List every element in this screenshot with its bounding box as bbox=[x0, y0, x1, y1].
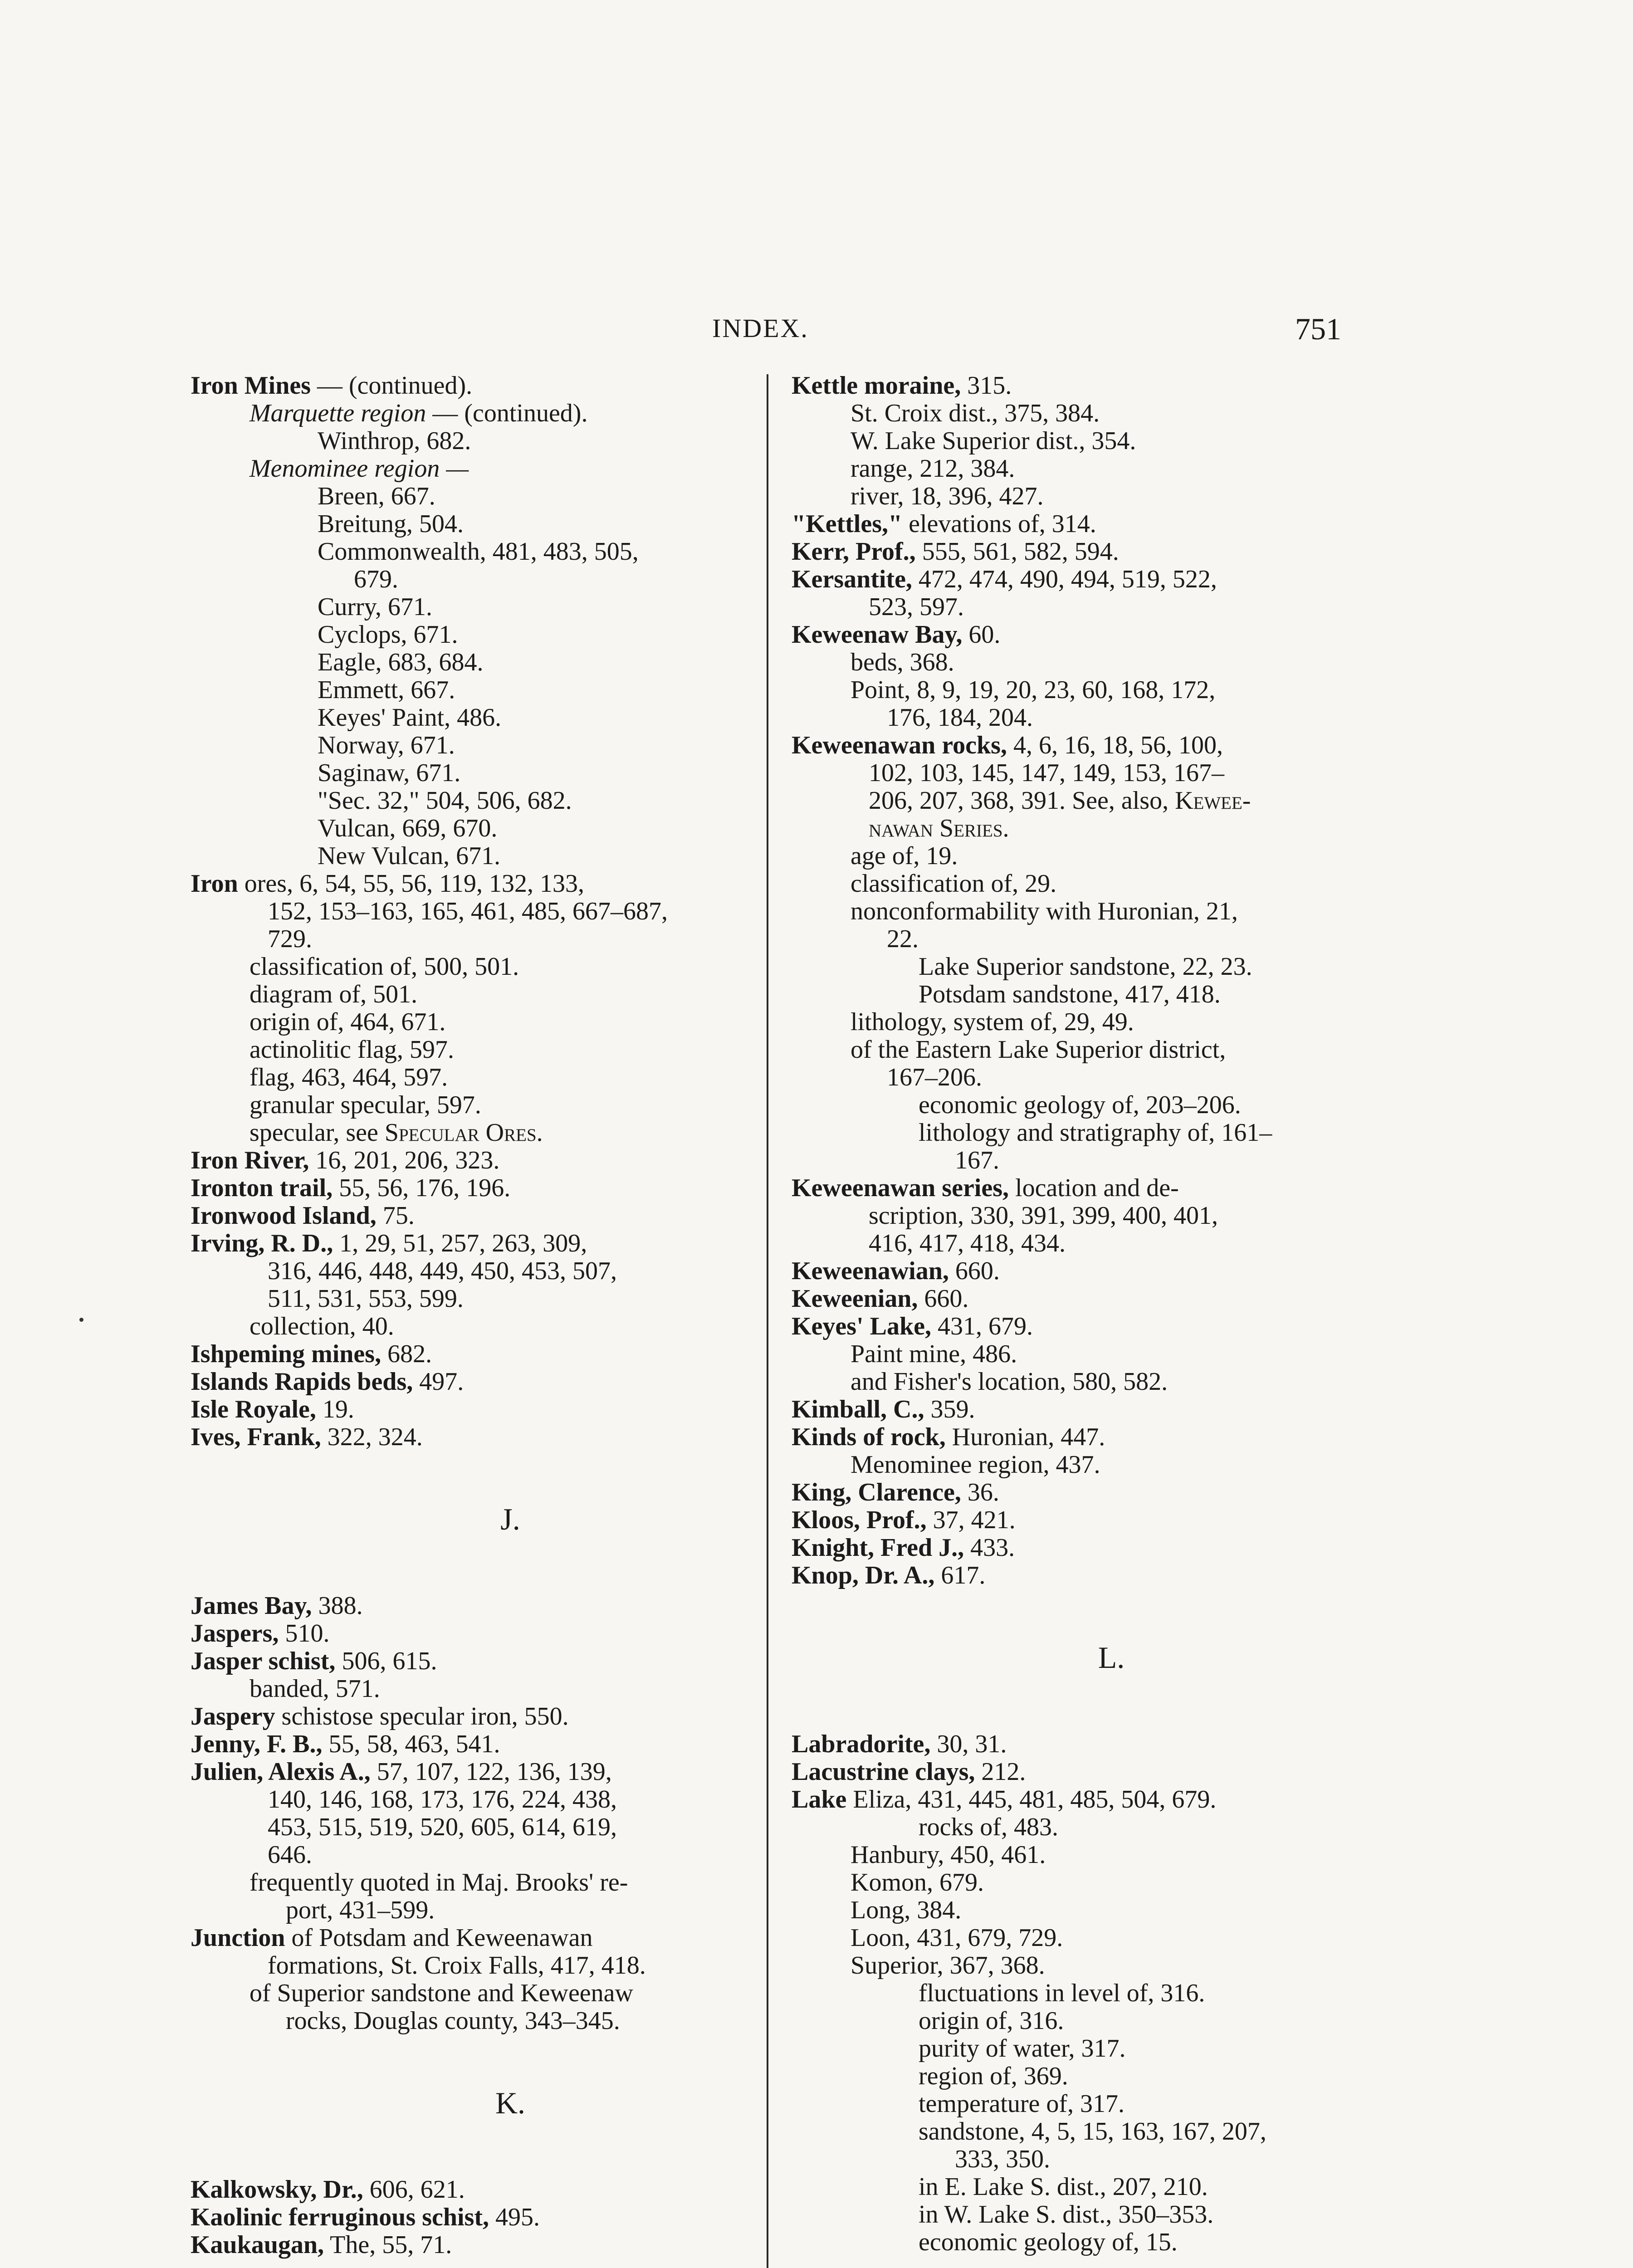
entry-text: 472, 474, 490, 494, 519, 522, bbox=[912, 565, 1217, 593]
entry-heading: Ironton trail, bbox=[191, 1174, 333, 1202]
entry-heading: Julien, Alexis A., bbox=[191, 1758, 371, 1786]
index-entry bbox=[792, 538, 1359, 566]
entry-text: Vulcan, 669, 670. bbox=[318, 814, 498, 842]
index-entry bbox=[851, 1008, 1359, 1036]
section-letter: J. bbox=[500, 1502, 520, 1536]
index-entry bbox=[191, 1396, 758, 1423]
index-entry bbox=[318, 732, 758, 759]
index-entry bbox=[268, 1786, 758, 1813]
entry-text: 30, 31. bbox=[930, 1730, 1007, 1758]
cross-reference: Kewee- bbox=[1175, 787, 1251, 815]
entry-heading: Junction bbox=[191, 1924, 285, 1952]
index-entry bbox=[318, 842, 758, 870]
entry-heading: Iron River, bbox=[191, 1146, 309, 1174]
entry-heading: Labradorite, bbox=[792, 1730, 931, 1758]
entry-text: 660. bbox=[918, 1285, 969, 1313]
index-entry bbox=[851, 483, 1359, 510]
entry-text: 433. bbox=[964, 1534, 1015, 1562]
entry-text: 60. bbox=[962, 621, 1001, 649]
index-entry bbox=[249, 1064, 758, 1091]
index-entry bbox=[318, 621, 758, 649]
index-entry bbox=[851, 427, 1359, 455]
index-entry bbox=[851, 676, 1359, 704]
index-entry bbox=[268, 1813, 758, 1841]
entry-text: Long, 384. bbox=[851, 1896, 962, 1924]
entry-text: beds, 368. bbox=[851, 648, 954, 676]
index-entry bbox=[268, 898, 758, 925]
entry-text: 102, 103, 145, 147, 149, 153, 167– bbox=[869, 759, 1224, 787]
entry-text: 315. bbox=[961, 371, 1012, 400]
entry-text: 495. bbox=[489, 2203, 540, 2231]
entry-text: Breen, 667. bbox=[318, 482, 435, 510]
entry-text: 682. bbox=[381, 1340, 432, 1368]
index-entry bbox=[191, 1423, 758, 1451]
entry-text: actinolitic flag, 597. bbox=[249, 1036, 454, 1064]
entry-heading: Lacustrine clays, bbox=[792, 1758, 975, 1786]
index-entry bbox=[249, 1119, 758, 1147]
index-entry bbox=[318, 538, 758, 566]
index-entry bbox=[851, 1897, 1359, 1924]
entry-text: rocks, Douglas county, 343–345. bbox=[286, 2007, 620, 2035]
entry-text: 140, 146, 168, 173, 176, 224, 438, bbox=[268, 1785, 617, 1813]
index-entry bbox=[869, 1230, 1359, 1257]
entry-text: Huronian, 447. bbox=[945, 1423, 1105, 1451]
entry-text: economic geology of, 15. bbox=[919, 2228, 1178, 2256]
index-entry bbox=[792, 1423, 1359, 1451]
entry-heading: Kalkowsky, Dr., bbox=[191, 2175, 363, 2204]
index-entry bbox=[919, 1980, 1359, 2007]
entry-text: of Superior sandstone and Keweenaw bbox=[249, 1979, 633, 2007]
entry-heading: Iron bbox=[191, 870, 238, 898]
entry-text: 167–206. bbox=[887, 1063, 982, 1091]
index-entry bbox=[318, 483, 758, 510]
entry-text: 55, 56, 176, 196. bbox=[332, 1174, 511, 1202]
index-entry bbox=[191, 1592, 758, 1620]
entry-text: 511, 531, 553, 599. bbox=[268, 1285, 464, 1313]
index-entry bbox=[851, 1368, 1359, 1396]
entry-text: 729. bbox=[268, 925, 312, 953]
index-entry bbox=[851, 1451, 1359, 1479]
entry-heading: Kaolinic ferruginous schist, bbox=[191, 2203, 489, 2231]
entry-text: New Vulcan, 671. bbox=[318, 842, 501, 870]
index-entry bbox=[191, 1174, 758, 1202]
entry-heading: Kinds of rock, bbox=[792, 1423, 946, 1451]
entry-text: 660. bbox=[949, 1257, 1000, 1285]
entry-text: Cyclops, 671. bbox=[318, 621, 458, 649]
index-entry bbox=[869, 593, 1359, 621]
entry-text: location and de- bbox=[1009, 1174, 1179, 1202]
entry-text: Superior, 367, 368. bbox=[851, 1951, 1045, 1980]
entry-text: Keyes' Paint, 486. bbox=[318, 704, 502, 732]
entry-heading: Iron Mines bbox=[191, 371, 311, 400]
entry-text: region of, 369. bbox=[919, 2062, 1068, 2090]
index-entry bbox=[869, 1202, 1359, 1230]
entry-text: lithology and stratigraphy of, 161– bbox=[919, 1119, 1272, 1147]
entry-text: Lake Superior sandstone, 22, 23. bbox=[919, 953, 1252, 981]
index-entry bbox=[268, 1952, 758, 1980]
index-entry bbox=[249, 1036, 758, 1064]
index-entry bbox=[249, 1675, 758, 1703]
entry-heading: Jenny, F. B., bbox=[191, 1730, 323, 1758]
entry-text: "Sec. 32," 504, 506, 682. bbox=[318, 787, 572, 815]
entry-text: 36. bbox=[961, 1478, 999, 1506]
index-entry bbox=[191, 1620, 758, 1647]
entry-text: in W. Lake S. dist., 350–353. bbox=[919, 2200, 1214, 2229]
entry-text: 506, 615. bbox=[335, 1647, 437, 1675]
index-entry bbox=[792, 1257, 1359, 1285]
entry-text: 16, 201, 206, 323. bbox=[309, 1146, 500, 1174]
entry-heading: Ironwood Island, bbox=[191, 1202, 376, 1230]
index-entry bbox=[869, 759, 1359, 787]
entry-text: rocks of, 483. bbox=[919, 1813, 1058, 1841]
index-entry bbox=[191, 1147, 758, 1174]
entry-text: fluctuations in level of, 316. bbox=[919, 1979, 1205, 2007]
cross-reference: nawan Series bbox=[869, 814, 1003, 842]
index-column-left bbox=[191, 372, 758, 2259]
index-entry bbox=[249, 1008, 758, 1036]
entry-text: Potsdam sandstone, 417, 418. bbox=[919, 980, 1221, 1008]
index-entry bbox=[792, 566, 1359, 593]
entry-heading: Jasper schist, bbox=[191, 1647, 336, 1675]
entry-text: Eagle, 683, 684. bbox=[318, 648, 484, 676]
entry-text: 453, 515, 519, 520, 605, 614, 619, bbox=[268, 1813, 617, 1841]
entry-heading: Kloos, Prof., bbox=[792, 1506, 927, 1534]
entry-text: 679. bbox=[354, 565, 398, 593]
entry-heading: King, Clarence, bbox=[792, 1478, 961, 1506]
index-entry bbox=[318, 427, 758, 455]
index-entry bbox=[919, 2007, 1359, 2035]
index-entry bbox=[249, 1980, 758, 2007]
index-entry bbox=[191, 2204, 758, 2231]
entry-text: elevations of, 314. bbox=[902, 510, 1096, 538]
entry-text: classification of, 500, 501. bbox=[249, 953, 519, 981]
index-entry bbox=[318, 676, 758, 704]
entry-text: Menominee region, 437. bbox=[851, 1451, 1100, 1479]
margin-speck bbox=[79, 1318, 83, 1322]
entry-text: 333, 350. bbox=[955, 2145, 1050, 2173]
index-entry bbox=[191, 1230, 758, 1257]
index-entry bbox=[851, 1869, 1359, 1897]
entry-text: 152, 153–163, 165, 461, 485, 667–687, bbox=[268, 897, 668, 925]
index-entry bbox=[869, 815, 1359, 842]
index-entry bbox=[191, 1703, 758, 1730]
index-entry bbox=[919, 981, 1359, 1008]
index-entry bbox=[249, 953, 758, 981]
index-entry bbox=[851, 1841, 1359, 1869]
index-entry bbox=[191, 1730, 758, 1758]
index-entry bbox=[792, 510, 1359, 538]
index-entry bbox=[792, 1786, 1359, 1813]
entry-heading: Keweenawian, bbox=[792, 1257, 949, 1285]
index-entry bbox=[249, 400, 758, 427]
index-entry bbox=[792, 1758, 1359, 1786]
index-entry bbox=[268, 925, 758, 953]
index-entry bbox=[792, 1174, 1359, 1202]
index-entry bbox=[887, 704, 1359, 732]
index-entry bbox=[851, 649, 1359, 676]
index-entry bbox=[792, 1479, 1359, 1506]
entry-text: banded, 571. bbox=[249, 1675, 380, 1703]
index-entry bbox=[851, 400, 1359, 427]
column-divider bbox=[767, 374, 768, 2268]
index-entry bbox=[792, 1562, 1359, 1589]
entry-text: scription, 330, 391, 399, 400, 401, bbox=[869, 1202, 1218, 1230]
index-entry bbox=[354, 566, 758, 593]
entry-text: . bbox=[536, 1119, 543, 1147]
index-entry bbox=[286, 1897, 758, 1924]
index-entry bbox=[919, 2201, 1359, 2229]
entry-heading: Kettle moraine, bbox=[792, 371, 961, 400]
index-entry bbox=[318, 593, 758, 621]
entry-text: 523, 597. bbox=[869, 593, 964, 621]
index-entry bbox=[249, 981, 758, 1008]
entry-text: W. Lake Superior dist., 354. bbox=[851, 427, 1136, 455]
entry-text: 55, 58, 463, 541. bbox=[322, 1730, 500, 1758]
entry-heading: Kerr, Prof., bbox=[792, 538, 916, 566]
index-entry bbox=[869, 787, 1359, 815]
entry-text: diagram of, 501. bbox=[249, 980, 418, 1008]
entry-text: 606, 621. bbox=[363, 2175, 465, 2204]
index-entry bbox=[318, 704, 758, 732]
index-entry bbox=[955, 2146, 1359, 2173]
entry-text: Curry, 671. bbox=[318, 593, 433, 621]
index-entry bbox=[191, 1647, 758, 1675]
entry-text: 497. bbox=[413, 1368, 464, 1396]
index-entry bbox=[792, 1396, 1359, 1423]
entry-heading: Lake bbox=[792, 1785, 847, 1813]
entry-text: river, 18, 396, 427. bbox=[851, 482, 1044, 510]
entry-heading: Keweenaw Bay, bbox=[792, 621, 963, 649]
entry-text: 646. bbox=[268, 1841, 312, 1869]
entry-text: — (continued). bbox=[426, 399, 588, 427]
entry-text: 431, 679. bbox=[931, 1312, 1033, 1340]
entry-text: Saginaw, 671. bbox=[318, 759, 461, 787]
index-entry bbox=[191, 870, 758, 898]
entry-heading: Keweenawan series, bbox=[792, 1174, 1009, 1202]
entry-text: in E. Lake S. dist., 207, 210. bbox=[919, 2173, 1208, 2201]
entry-text: flag, 463, 464, 597. bbox=[249, 1063, 448, 1091]
entry-text: Commonwealth, 481, 483, 505, bbox=[318, 538, 639, 566]
entry-text: frequently quoted in Maj. Brooks' re- bbox=[249, 1868, 628, 1897]
entry-heading: Knop, Dr. A., bbox=[792, 1561, 935, 1589]
index-entry bbox=[792, 1313, 1359, 1340]
entry-text: Emmett, 667. bbox=[318, 676, 455, 704]
entry-text: 1, 29, 51, 257, 263, 309, bbox=[333, 1229, 587, 1257]
entry-text: 359. bbox=[924, 1395, 975, 1423]
entry-text: 22. bbox=[887, 925, 919, 953]
entry-text: ores, 6, 54, 55, 56, 119, 132, 133, bbox=[238, 870, 584, 898]
section-letter: L. bbox=[1098, 1640, 1125, 1675]
entry-text: 19. bbox=[316, 1395, 354, 1423]
index-entry bbox=[851, 1036, 1359, 1064]
entry-text: purity of water, 317. bbox=[919, 2034, 1126, 2063]
index-entry bbox=[191, 1924, 758, 1952]
index-entry bbox=[851, 1924, 1359, 1952]
index-entry bbox=[191, 1340, 758, 1368]
index-entry bbox=[851, 898, 1359, 925]
entry-heading: Knight, Fred J., bbox=[792, 1534, 964, 1562]
index-entry bbox=[792, 1534, 1359, 1562]
index-entry bbox=[919, 2090, 1359, 2118]
entry-text: 167. bbox=[955, 1146, 999, 1174]
index-entry bbox=[318, 510, 758, 538]
entry-text: 322, 324. bbox=[321, 1423, 423, 1451]
entry-text: and Fisher's location, 580, 582. bbox=[851, 1368, 1168, 1396]
index-entry bbox=[955, 1147, 1359, 1174]
index-entry bbox=[318, 649, 758, 676]
entry-text: 510. bbox=[279, 1619, 330, 1647]
entry-heading: Kersantite, bbox=[792, 565, 912, 593]
index-entry bbox=[919, 2229, 1359, 2256]
index-entry bbox=[318, 815, 758, 842]
index-entry bbox=[792, 621, 1359, 649]
index-entry bbox=[792, 1285, 1359, 1313]
entry-heading: Kimball, C., bbox=[792, 1395, 924, 1423]
entry-heading: Jaspery bbox=[191, 1702, 275, 1730]
entry-text: origin of, 316. bbox=[919, 2007, 1064, 2035]
index-entry bbox=[851, 1952, 1359, 1980]
index-entry bbox=[191, 2231, 758, 2259]
entry-text: 416, 417, 418, 434. bbox=[869, 1229, 1066, 1257]
running-title: INDEX. bbox=[712, 313, 809, 343]
index-entry bbox=[249, 1869, 758, 1897]
index-entry bbox=[268, 1285, 758, 1313]
index-entry bbox=[792, 1730, 1359, 1758]
cross-reference: Specular Ores bbox=[384, 1119, 537, 1147]
index-entry bbox=[191, 1202, 758, 1230]
index-entry bbox=[191, 1758, 758, 1786]
index-entry bbox=[792, 1506, 1359, 1534]
index-entry bbox=[249, 1313, 758, 1340]
entry-heading: Ishpeming mines, bbox=[191, 1340, 381, 1368]
index-entry bbox=[919, 2035, 1359, 2063]
entry-text: range, 212, 384. bbox=[851, 455, 1015, 483]
entry-heading: Keweenawan rocks, bbox=[792, 731, 1007, 759]
index-entry bbox=[919, 1119, 1359, 1147]
entry-text: 176, 184, 204. bbox=[887, 704, 1033, 732]
entry-text: sandstone, 4, 5, 15, 163, 167, 207, bbox=[919, 2117, 1266, 2146]
index-entry bbox=[318, 759, 758, 787]
entry-heading: Keweenian, bbox=[792, 1285, 918, 1313]
entry-text: 75. bbox=[376, 1202, 415, 1230]
index-entry bbox=[249, 1091, 758, 1119]
entry-text: origin of, 464, 671. bbox=[249, 1008, 446, 1036]
entry-text: of Potsdam and Keweenawan bbox=[285, 1924, 593, 1952]
entry-text: Loon, 431, 679, 729. bbox=[851, 1924, 1063, 1952]
entry-heading: Islands Rapids beds, bbox=[191, 1368, 413, 1396]
index-entry bbox=[318, 787, 758, 815]
index-entry bbox=[851, 1340, 1359, 1368]
entry-text: port, 431–599. bbox=[286, 1896, 435, 1924]
entry-text: 617. bbox=[934, 1561, 986, 1589]
index-entry bbox=[919, 1813, 1359, 1841]
entry-text: granular specular, 597. bbox=[249, 1091, 481, 1119]
index-entry bbox=[919, 2173, 1359, 2201]
entry-text: 555, 561, 582, 594. bbox=[915, 538, 1119, 566]
entry-text: Norway, 671. bbox=[318, 731, 455, 759]
entry-heading: Ives, Frank, bbox=[191, 1423, 321, 1451]
entry-text: 316, 446, 448, 449, 450, 453, 507, bbox=[268, 1257, 617, 1285]
index-entry bbox=[919, 1091, 1359, 1119]
index-entry bbox=[286, 2007, 758, 2035]
entry-text: 212. bbox=[975, 1758, 1026, 1786]
entry-text: 206, 207, 368, 391. See, also, bbox=[869, 787, 1175, 815]
entry-text: 57, 107, 122, 136, 139, bbox=[370, 1758, 612, 1786]
entry-text: nonconformability with Huronian, 21, bbox=[851, 897, 1238, 925]
entry-text: Hanbury, 450, 461. bbox=[851, 1841, 1046, 1869]
entry-text: Breitung, 504. bbox=[318, 510, 464, 538]
entry-text: 4, 6, 16, 18, 56, 100, bbox=[1007, 731, 1223, 759]
index-entry bbox=[191, 372, 758, 400]
index-entry bbox=[919, 953, 1359, 981]
entry-text: temperature of, 317. bbox=[919, 2090, 1125, 2118]
entry-text: age of, 19. bbox=[851, 842, 958, 870]
entry-text: lithology, system of, 29, 49. bbox=[851, 1008, 1134, 1036]
index-entry bbox=[851, 455, 1359, 483]
index-entry bbox=[792, 372, 1359, 400]
index-entry bbox=[191, 2176, 758, 2204]
entry-text: economic geology of, 203–206. bbox=[919, 1091, 1241, 1119]
entry-text: — (continued). bbox=[311, 371, 473, 400]
entry-text: collection, 40. bbox=[249, 1312, 394, 1340]
entry-text: St. Croix dist., 375, 384. bbox=[851, 399, 1100, 427]
entry-text: schistose specular iron, 550. bbox=[275, 1702, 569, 1730]
entry-text: specular, see bbox=[249, 1119, 385, 1147]
entry-text: Eliza, 431, 445, 481, 485, 504, 679. bbox=[846, 1785, 1217, 1813]
entry-heading: Irving, R. D., bbox=[191, 1229, 333, 1257]
index-entry bbox=[792, 732, 1359, 759]
section-letter: K. bbox=[495, 2086, 526, 2120]
entry-heading: James Bay, bbox=[191, 1592, 312, 1620]
entry-text: classification of, 29. bbox=[851, 870, 1057, 898]
entry-heading: Keyes' Lake, bbox=[792, 1312, 931, 1340]
entry-text: formations, St. Croix Falls, 417, 418. bbox=[268, 1951, 646, 1980]
index-entry bbox=[887, 925, 1359, 953]
index-entry bbox=[851, 870, 1359, 898]
entry-text: Komon, 679. bbox=[851, 1868, 984, 1897]
index-entry bbox=[249, 455, 758, 483]
entry-text: 37, 421. bbox=[926, 1506, 1016, 1534]
entry-text: . bbox=[1002, 814, 1009, 842]
entry-heading: Kaukaugan, bbox=[191, 2231, 324, 2259]
entry-text: Point, 8, 9, 19, 20, 23, 60, 168, 172, bbox=[851, 676, 1216, 704]
page-number: 751 bbox=[1295, 312, 1341, 346]
entry-heading: Isle Royale, bbox=[191, 1395, 316, 1423]
entry-text: The, 55, 71. bbox=[324, 2231, 452, 2259]
entry-heading: Jaspers, bbox=[191, 1619, 279, 1647]
entry-text: 388. bbox=[312, 1592, 363, 1620]
index-entry bbox=[268, 1841, 758, 1869]
index-entry bbox=[268, 1257, 758, 1285]
index-entry bbox=[887, 1064, 1359, 1091]
entry-text: Paint mine, 486. bbox=[851, 1340, 1017, 1368]
entry-text: Winthrop, 682. bbox=[318, 427, 471, 455]
entry-text: Marquette region bbox=[249, 399, 426, 427]
entry-text: Menominee region — bbox=[249, 455, 469, 483]
index-entry bbox=[191, 1368, 758, 1396]
index-entry bbox=[919, 2063, 1359, 2090]
index-column-right bbox=[792, 372, 1359, 2256]
index-entry bbox=[851, 842, 1359, 870]
entry-heading: "Kettles," bbox=[792, 510, 903, 538]
entry-text: of the Eastern Lake Superior district, bbox=[851, 1036, 1226, 1064]
page-header bbox=[0, 313, 1633, 354]
index-entry bbox=[919, 2118, 1359, 2146]
